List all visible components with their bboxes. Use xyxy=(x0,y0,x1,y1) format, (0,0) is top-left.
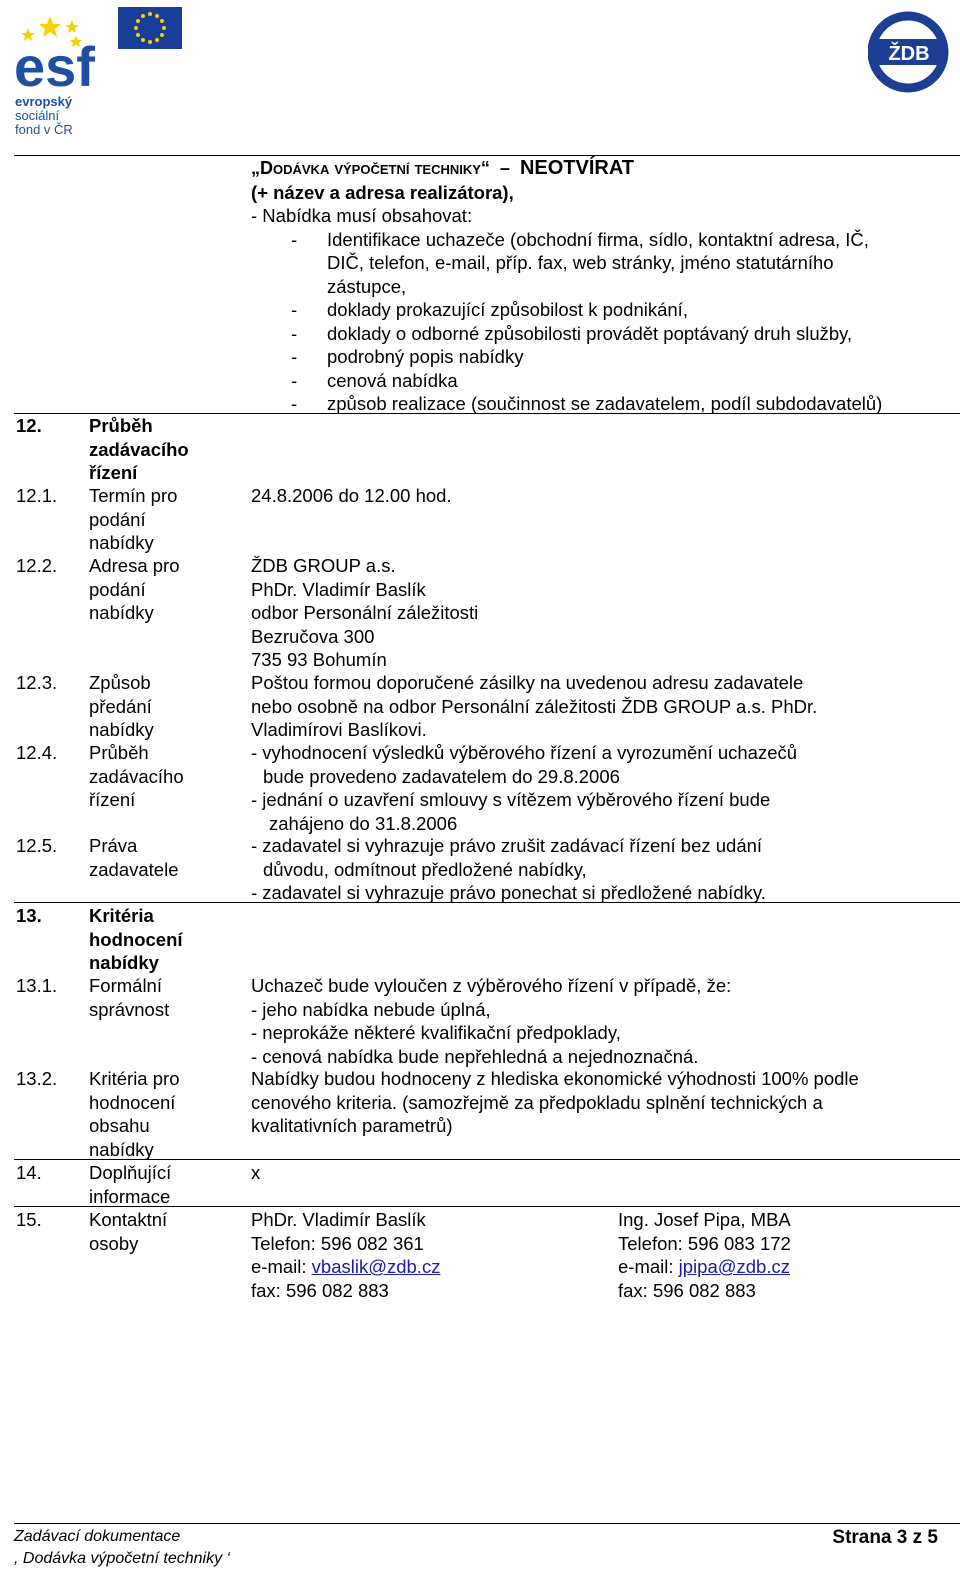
page-number: Strana 3 z 5 xyxy=(832,1527,938,1548)
section-label: Doplňující informace xyxy=(89,1162,172,1207)
section-label: Kontaktní osoby xyxy=(89,1209,168,1254)
section-rule xyxy=(14,1159,960,1160)
evaluation-criteria: Nabídky budou hodnoceny z hlediska ekonomické výhodnosti 100% podle cenového kriteria. (samozřejmě za předpokladu splnění technických a kvalitativních parametrů) xyxy=(251,1068,859,1136)
section-number: 15. xyxy=(16,1209,42,1230)
svg-text:ŽDB: ŽDB xyxy=(888,43,930,65)
section-number: 14. xyxy=(16,1162,42,1183)
delivery-method: Poštou formou doporučené zásilky na uvedenou adresu zadavatele nebo osobně na odbor Personální záležitosti ŽDB GROUP a.s. PhDr. Vladimírovi Baslíkovi. xyxy=(251,672,818,740)
section-rule xyxy=(14,1206,960,1207)
contact-fax: fax: 596 082 883 xyxy=(618,1279,756,1301)
formal-correctness: Uchazeč bude vyloučen z výběrového řízení v případě, že: - jeho nabídka nebude úplná, - neprokáže některé kvalifikační předpoklady, - cenová nabídka bude nepřehledná a nejednoznačná. xyxy=(251,975,732,1067)
contact-phone: Telefon: 596 082 361 xyxy=(251,1232,424,1254)
contracting-authority-rights: - zadavatel si vyhrazuje právo zrušit zadávací řízení bez udání důvodu, odmítnout předložené nabídky, - zadavatel si vyhrazuje právo ponechat si předložené nabídky. xyxy=(251,835,766,903)
submission-deadline: 24.8.2006 do 12.00 hod. xyxy=(251,485,452,506)
section-number: 12.5. xyxy=(16,835,58,856)
list-item: - Identifikace uchazeče (obchodní firma, sídlo, kontaktní adresa, IČ, xyxy=(291,228,869,250)
esf-wordmark: esf xyxy=(14,35,95,98)
contact-email-link[interactable]: vbaslik@zdb.cz xyxy=(311,1256,441,1277)
section-label: Práva zadavatele xyxy=(89,835,179,880)
section-label: Kritéria pro hodnocení obsahu nabídky xyxy=(89,1068,180,1160)
svg-text:fond v ČR: fond v ČR xyxy=(15,122,73,137)
section-label: Termín pro podání nabídky xyxy=(89,485,178,553)
list-item: - podrobný popis nabídky xyxy=(291,346,524,367)
section-label: Průběh zadávacího řízení xyxy=(89,742,184,810)
contact-phone: Telefon: 596 083 172 xyxy=(618,1232,791,1254)
envelope-title: „Dodávka výpočetní techniky“ xyxy=(251,158,490,178)
procedure-timeline: - vyhodnocení výsledků výběrového řízení a vyrozumění uchazečů bude provedeno zadavatelem do 29.8.2006 - jednání o uzavření smlouvy s vítězem výběrového řízení bude zahájeno do 31.8.2006 xyxy=(251,742,798,834)
list-item: - doklady o odborné způsobilosti provádět poptávaný druh služby, xyxy=(291,322,853,344)
section-label: Adresa pro podání nabídky xyxy=(89,555,180,623)
contact-person: Ing. Josef Pipa, MBA Telefon: 596 083 172 e-mail: jpipa@zdb.cz fax: 596 082 883 xyxy=(618,1208,958,1302)
contact-email-link[interactable]: jpipa@zdb.cz xyxy=(678,1256,790,1277)
envelope-instructions: „Dodávka výpočetní techniky“ – NEOTVÍRAT (+ název a adresa realizátora), - Nabídka musí obsahovat: - Identifikace uchazeče (obchodní firma, sídlo, kontaktní adresa, IČ, DIČ, telefon, e-mail, příp. fax, web stránky, jméno statutárního zástupce, - doklady prokazující způsobilost k podnikání, - doklady o odborné způsobilosti provádět poptávaný druh služby, - podrobný popis nabídky - cenová nabídka - způsob realizace (součinnost se zadavatelem, podíl subdodavatelů) xyxy=(251,157,951,416)
section-number: 12.1. xyxy=(16,485,58,506)
section-number: 12. xyxy=(16,415,42,436)
submission-address: ŽDB GROUP a.s. PhDr. Vladimír Baslík odbor Personální záležitosti Bezručova 300 735 93 Bohumín xyxy=(251,555,479,670)
list-item: - způsob realizace (součinnost se zadavatelem, podíl subdodavatelů) xyxy=(291,393,883,414)
contact-name: PhDr. Vladimír Baslík xyxy=(251,1209,426,1230)
section-number: 13. xyxy=(16,905,42,926)
esf-logo xyxy=(14,6,184,138)
svg-text:sociální: sociální xyxy=(15,108,60,123)
zdb-logo xyxy=(868,4,950,100)
additional-information: x xyxy=(251,1162,261,1183)
contact-name: Ing. Josef Pipa, MBA xyxy=(618,1209,791,1230)
footer-document-title: Zadávací dokumentace , Dodávka výpočetní techniky ‘ xyxy=(14,1528,231,1567)
section-number: 12.4. xyxy=(16,742,58,763)
contact-person: PhDr. Vladimír Baslík Telefon: 596 082 361 e-mail: vbaslik@zdb.cz fax: 596 082 883 xyxy=(251,1208,591,1302)
header-rule xyxy=(14,155,960,156)
list-item: - cenová nabídka xyxy=(291,369,458,391)
section-number: 13.2. xyxy=(16,1068,58,1089)
list-item: - doklady prokazující způsobilost k podnikání, xyxy=(291,299,688,320)
svg-text:evropský: evropský xyxy=(15,94,73,109)
section-number: 12.2. xyxy=(16,555,58,576)
contact-fax: fax: 596 082 883 xyxy=(251,1279,389,1301)
section-label: Způsob předání nabídky xyxy=(89,672,154,740)
envelope-do-not-open: NEOTVÍRAT xyxy=(519,157,635,179)
section-number: 13.1. xyxy=(16,975,58,996)
section-label: Průběh zadávacího řízení xyxy=(89,415,189,483)
section-label: Kritéria hodnocení nabídky xyxy=(89,905,183,973)
footer-rule xyxy=(14,1523,960,1524)
section-number: 12.3. xyxy=(16,672,58,693)
section-rule xyxy=(14,902,960,903)
section-label: Formální správnost xyxy=(89,975,170,1020)
